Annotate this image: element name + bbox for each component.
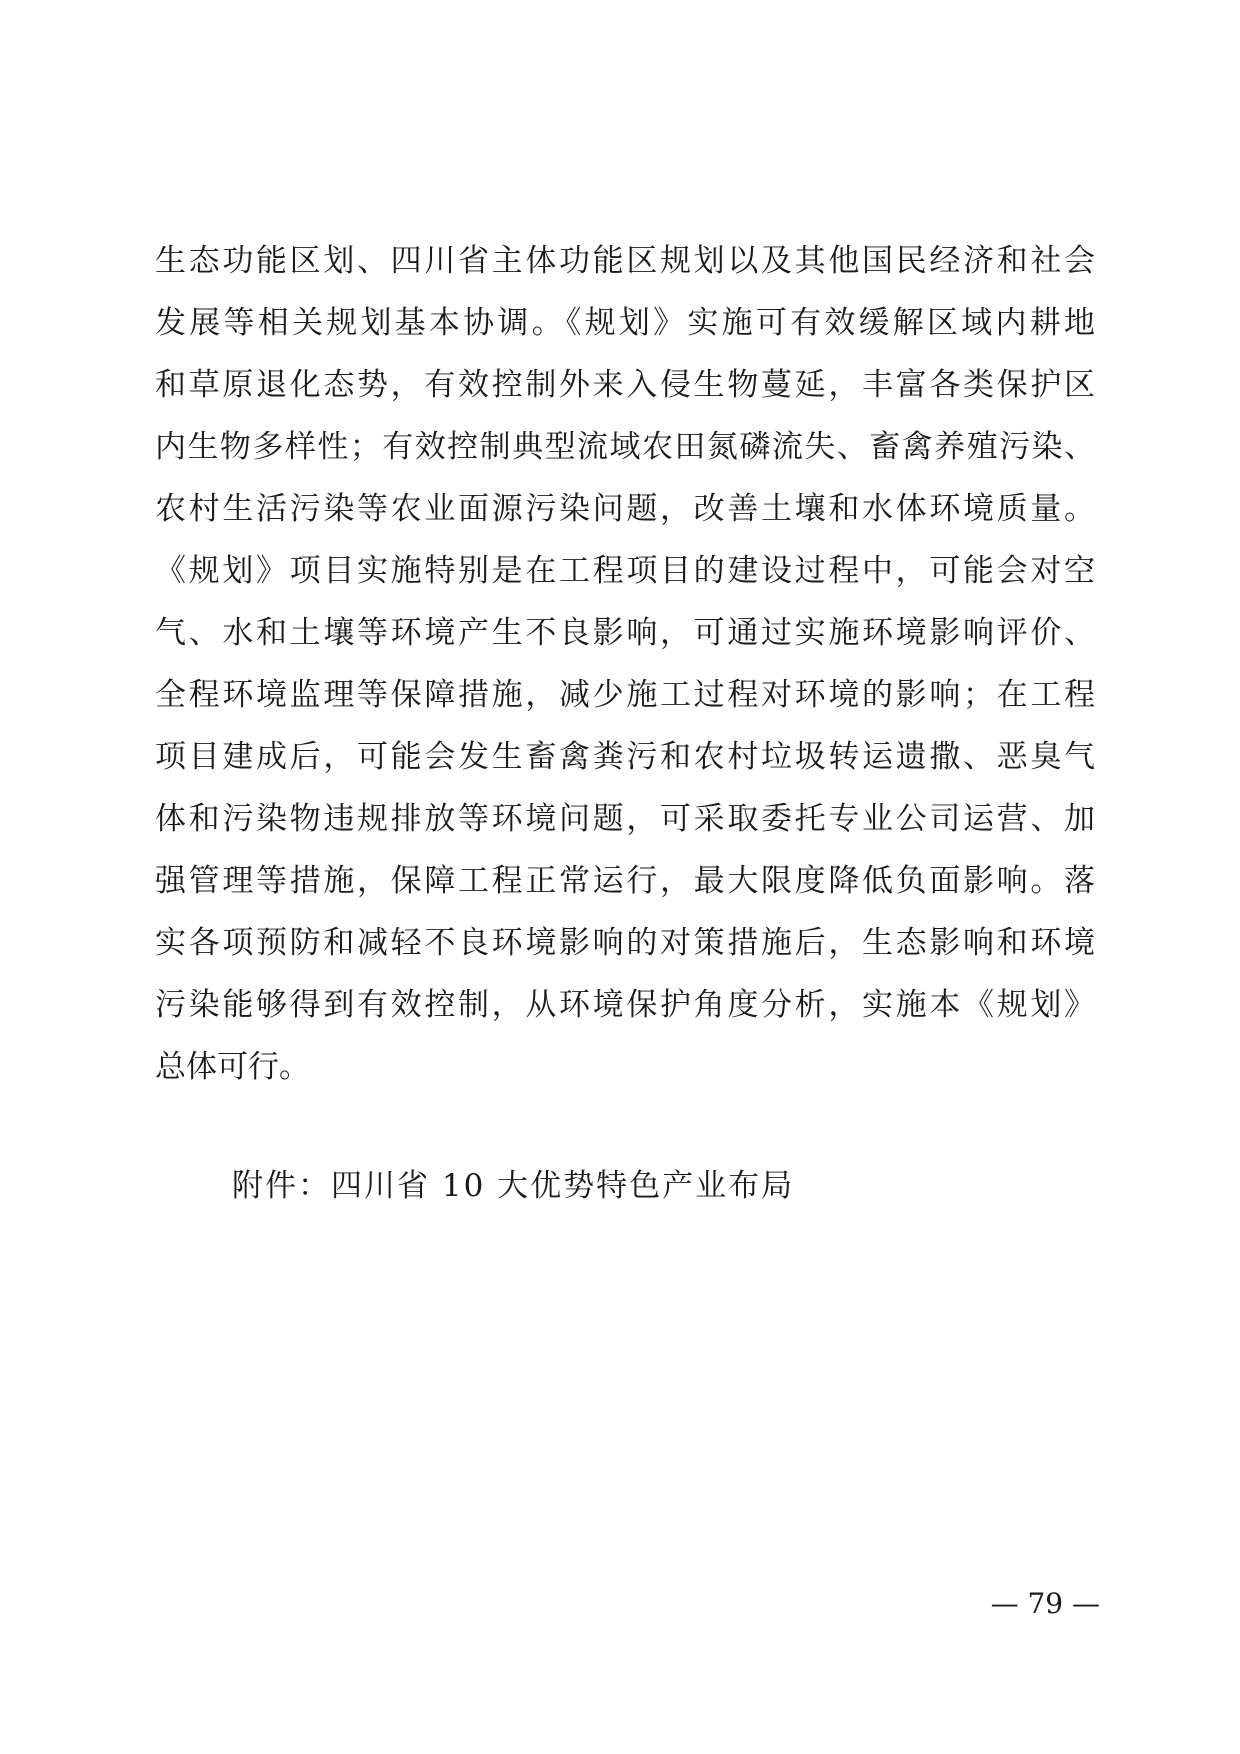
page-number: — 79 —: [990, 1587, 1100, 1620]
paragraph-line: 实各项预防和减轻不良环境影响的对策措施后，生态影响和环境: [155, 925, 1095, 961]
paragraph-line: 内生物多样性；有效控制典型流域农田氮磷流失、畜禽养殖污染、: [155, 429, 1095, 465]
paragraph-line: 污染能够得到有效控制，从环境保护角度分析，实施本《规划》: [155, 987, 1095, 1023]
paragraph-line: 全程环境监理等保障措施，减少施工过程对环境的影响；在工程: [155, 677, 1095, 713]
paragraph-line: 强管理等措施，保障工程正常运行，最大限度降低负面影响。落: [155, 863, 1095, 899]
body-paragraph: [155, 230, 1095, 1098]
paragraph-line: 农村生活污染等农业面源污染问题，改善土壤和水体环境质量。: [155, 491, 1095, 527]
paragraph-line: 总体可行。: [155, 1049, 310, 1085]
paragraph-line: 项目建成后，可能会发生畜禽粪污和农村垃圾转运遗撒、恶臭气: [155, 739, 1095, 775]
paragraph-line: 生态功能区划、四川省主体功能区规划以及其他国民经济和社会: [155, 243, 1095, 279]
paragraph-line: 和草原退化态势，有效控制外来入侵生物蔓延，丰富各类保护区: [155, 367, 1095, 403]
paragraph-line: 发展等相关规划基本协调。《规划》实施可有效缓解区域内耕地: [155, 305, 1095, 341]
paragraph-line: 《规划》项目实施特别是在工程项目的建设过程中，可能会对空: [155, 553, 1095, 589]
paragraph-line: 气、水和土壤等环境产生不良影响，可通过实施环境影响评价、: [155, 615, 1095, 651]
paragraph-line: 体和污染物违规排放等环境问题，可采取委托专业公司运营、加: [155, 801, 1095, 837]
attachment-note: 附件：四川省 10 大优势特色产业布局: [232, 1168, 795, 1204]
